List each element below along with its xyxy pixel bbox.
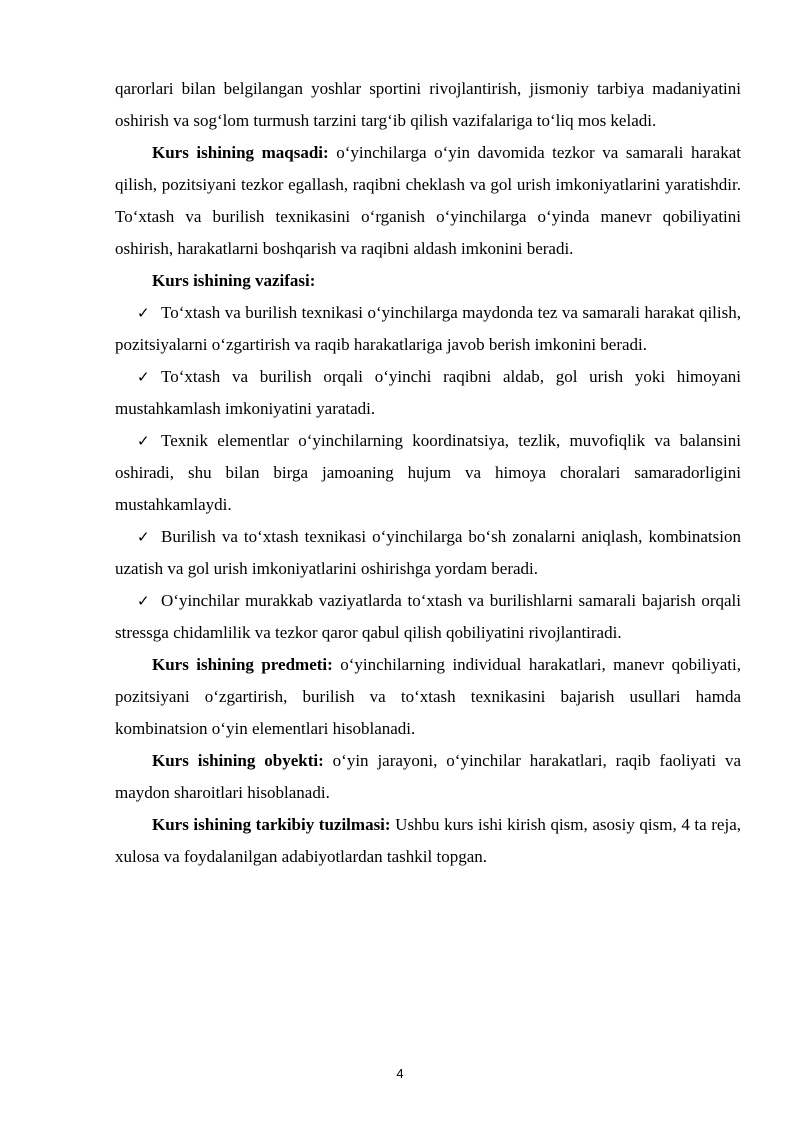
paragraph-heading: Kurs ishining obyekti: xyxy=(152,751,324,770)
paragraph-course-goal xyxy=(115,137,741,265)
document-body xyxy=(115,73,741,873)
list-item xyxy=(115,297,741,361)
checkmark-icon: ✓ xyxy=(137,528,150,546)
paragraph-heading: Kurs ishining predmeti: xyxy=(152,655,333,674)
paragraph-text: o‘yinchilarga o‘yin davomida tezkor va samarali harakat qilish, pozitsiyani tezkor egallash, raqibni cheklash va gol urish imkoniyatlarini yaratishdir. To‘xtash va burilish texnikasini o‘rganish o‘yinchilarga o‘yinda manevr qobiliyatini oshirish, harakatlarni boshqarish va raqibni aldash imkonini beradi. xyxy=(115,143,741,258)
page-number: 4 xyxy=(396,1066,404,1081)
list-item-text: Burilish va to‘xtash texnikasi o‘yinchilarga bo‘sh zonalarni aniqlash, kombinatsion uzatish va gol urish imkoniyatlarini oshirishga yordam beradi. xyxy=(115,527,741,578)
paragraph-course-tasks-heading xyxy=(115,265,741,297)
list-item-text: To‘xtash va burilish orqali o‘yinchi raqibni aldab, gol urish yoki himoyani mustahkamlash imkoniyatini yaratadi. xyxy=(115,367,741,418)
paragraph-intro-continuation xyxy=(115,73,741,137)
list-item-text: O‘yinchilar murakkab vaziyatlarda to‘xtash va burilishlarni samarali bajarish orqali stressga chidamlilik va tezkor qaror qabul qilish qobiliyatini rivojlantiradi. xyxy=(115,591,741,642)
checkmark-icon: ✓ xyxy=(137,304,150,322)
list-item-text: Texnik elementlar o‘yinchilarning koordinatsiya, tezlik, muvofiqlik va balansini oshiradi, shu bilan birga jamoaning hujum va himoya choralari samaradorligini mustahkamlaydi. xyxy=(115,431,741,514)
paragraph-course-structure xyxy=(115,809,741,873)
paragraph-course-subject xyxy=(115,649,741,745)
paragraph-text: qarorlari bilan belgilangan yoshlar sportini rivojlantirish, jismoniy tarbiya madaniyatini oshirish va sog‘lom turmush tarzini targ‘ib qilish vazifalariga to‘liq mos keladi. xyxy=(115,79,741,130)
paragraph-heading: Kurs ishining maqsadi: xyxy=(152,143,329,162)
list-item xyxy=(115,585,741,649)
paragraph-course-object xyxy=(115,745,741,809)
paragraph-heading: Kurs ishining vazifasi: xyxy=(152,271,316,290)
list-item xyxy=(115,361,741,425)
list-item xyxy=(115,425,741,521)
checkmark-icon: ✓ xyxy=(137,432,150,450)
list-item xyxy=(115,521,741,585)
paragraph-text: Ushbu kurs ishi kirish qism, asosiy qism, 4 ta reja, xulosa va foydalanilgan adabiyotlardan tashkil topgan. xyxy=(115,815,741,866)
paragraph-text: o‘yinchilarning individual harakatlari, manevr qobiliyati, pozitsiyani o‘zgartirish, burilish va to‘xtash texnikasini bajarish usullari hamda kombinatsion o‘yin elementlari hisoblanadi. xyxy=(115,655,741,738)
list-item-text: To‘xtash va burilish texnikasi o‘yinchilarga maydonda tez va samarali harakat qilish, pozitsiyalarni o‘zgartirish va raqib harakatlariga javob berish imkonini beradi. xyxy=(115,303,741,354)
paragraph-text: o‘yin jarayoni, o‘yinchilar harakatlari, raqib faoliyati va maydon sharoitlari hisoblanadi. xyxy=(115,751,741,802)
checkmark-icon: ✓ xyxy=(137,592,150,610)
paragraph-heading: Kurs ishining tarkibiy tuzilmasi: xyxy=(152,815,391,834)
checkmark-icon: ✓ xyxy=(137,368,150,386)
